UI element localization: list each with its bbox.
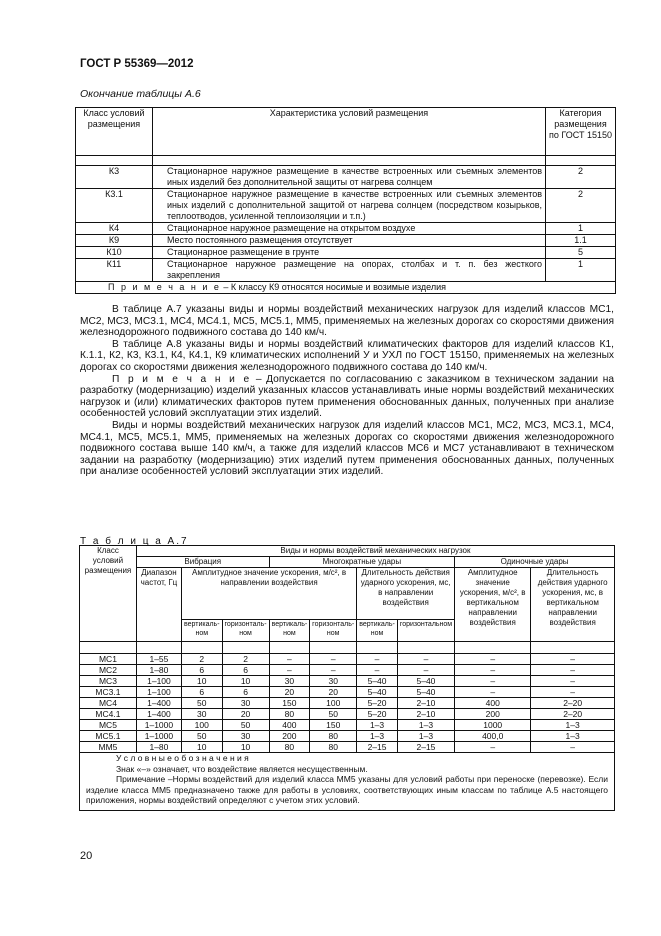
table-row: МС2 1–80 6 6 – – – – – – (80, 665, 615, 676)
page-number: 20 (80, 850, 93, 862)
table-row: ММ5 1–80 10 10 80 80 2–15 2–15 – – (80, 742, 615, 753)
legend-text: Знак «–» означает, что воздействие является несущественным. (116, 763, 368, 774)
paragraph: Виды и нормы воздействий механических нагрузок для изделий классов МС1, МС2, МС3, МС3.1, МС4, МС4.1, МС5, МС5.1, ММ5, применяемых на железных дорогах со скоростями движения железнодорожного подвижного состава выше 140 км/ч, а также для изделий классов МС6 и МС7 устанавливают в техническом задании на разработку (модернизацию) этих изделий путем применения обоснованных данных, полученных при анализе особенностей условий эксплуатации этих изделий. (80, 419, 614, 478)
t7-header-multi: Многократные удары (269, 557, 455, 568)
t7-header-vibration: Вибрация (136, 557, 269, 568)
table-row: МС3 1–100 10 10 30 30 5–40 5–40 – – (80, 676, 615, 687)
table-row: К11 Стационарное наружное размещение на опорах, столбах и т. п. без жесткого закрепления 1 (76, 259, 616, 282)
paragraph: В таблице А.8 указаны виды и нормы воздействий климатических факторов для изделий классов К1, К.1.1, К2, К3, К3.1, К4, К4.1, К9 климатических исполнений У и УХЛ по ГОСТ 15150, применяемых на железных дорогах со скоростями движения железнодорожного подвижного состава до 140 км/ч. (80, 338, 614, 373)
t7-header-freq: Диапазон частот, Гц (136, 568, 181, 642)
t7-header-single: Одиночные удары (455, 557, 615, 568)
t6-header-desc: Характеристика условий размещения (152, 108, 545, 156)
table-row: МС3.1 1–100 6 6 20 20 5–40 5–40 – – (80, 687, 615, 698)
t7-header-main: Виды и нормы воздействий механических нагрузок (136, 546, 614, 557)
table-a6-caption: Окончание таблицы А.6 (80, 88, 201, 100)
paragraph: П р и м е ч а н и е – Допускается по согласованию с заказчиком в техническом задании на разработку (модернизацию) изделий указанных классов устанавливать иные нормы воздействий механических нагрузок и (или) климатических факторов путем применения обоснованных данных, полученных при анализе особенностей условий эксплуатации этих изделий. (80, 373, 615, 420)
t6-header-class: Класс условий размещения (76, 108, 153, 156)
paragraph: В таблице А.7 указаны виды и нормы воздействий механических нагрузок для изделий классов МС1, МС2, МС3, МС3.1, МС4, МС4.1, МС5, МС5.1, ММ5, применяемых на железных дорогах со скоростями движения железнодорожного подвижного состава до 140 км/ч. (80, 304, 614, 339)
table-row: МС5.1 1–1000 50 30 200 80 1–3 1–3 400,0 1–3 (80, 731, 615, 742)
table-row: К3.1 Стационарное наружное размещение в качестве встроенных или съемных элементов иных изделий с дополнительной защитой от нагрева солнцем (посредством козырьков, теплоотводов, усиленной теплоизоляции и т.п.) 2 (76, 189, 616, 223)
table-row: МС4 1–400 50 30 150 100 5–20 2–10 400 2–20 (80, 698, 615, 709)
table-row: К3 Стационарное наружное размещение в качестве встроенных или съемных элементов иных изделий без дополнительной защиты от нагрева солнцем 2 (76, 166, 616, 189)
t6-header-cat: Категория размещения по ГОСТ 15150 (546, 108, 616, 156)
table-row: К10 Стационарное размещение в грунте 5 (76, 247, 616, 259)
table-a7-caption: Т а б л и ц а А.7 (80, 536, 189, 547)
table-a7-legend (80, 753, 615, 811)
document-header: ГОСТ Р 55369—2012 (80, 58, 194, 70)
t7-header-single-dur: Длительность действия ударного ускорения, мс, в вертикальном направлении воздействия (531, 568, 615, 642)
table-a7: Класс условий размещения Виды и нормы воздействий механических нагрузок Вибрация Многократные удары Одиночные удары Диапазон частот, Гц Амплитудное значение ускорения, м/с², в направлении воздействия Длительность действия ударного ускорения, мс, в направлении воздействия Амплитудное значение ускорения, м/с², в вертикальном направлении воздействия Длительность действия ударного ускорения, мс, в вертикальном направлении воздействия вертикаль-ном горизонталь-ном вертикаль-ном горизонталь-ном вертикаль-ном горизонтальном МС1 1–55 2 2 – – – – – – МС2 1–80 6 6 – – – – – – МС3 1–100 10 10 30 30 5–40 5–40 – – МС3.1 1–100 6 6 20 20 5–40 5–40 – – МС4 1–400 50 30 150 100 5–20 2–10 400 2–20 МС4.1 1–400 30 20 80 50 5–20 2–10 200 2–20 МС5 1–1000 100 50 400 150 1–3 1–3 1000 1–3 МС5.1 1–1000 50 30 200 80 1–3 1–3 400,0 1–3 ММ5 1–80 10 10 80 80 2–15 2–15 – – У с л о в н ы е о б о з н а ч е н и я Знак «–» означает, что воздействие является несущественным. Примечание –Нормы воздействий для изделий класса ММ5 указаны для условий работы при переноске (перевозке). Если изделие класса ММ5 предназначено также для работы в условиях, соответствующих иным классам по таблице А.5 настоящего приложения, нормы воздействий определяют с учетом этих условий. (79, 545, 615, 811)
table-row: К4 Стационарное наружное размещение на открытом воздухе 1 (76, 223, 616, 235)
t7-header-ampl: Амплитудное значение ускорения, м/с², в направлении воздействия (181, 568, 356, 620)
table-row: МС1 1–55 2 2 – – – – – – (80, 654, 615, 665)
table-a6-note: П р и м е ч а н и е – К классу К9 относятся носимые и возимые изделия (76, 282, 616, 294)
table-row: К9 Место постоянного размещения отсутствует 1.1 (76, 235, 616, 247)
legend-note: Примечание –Нормы воздействий для изделий класса ММ5 указаны для условий работы при переноске (перевозке). Если изделие класса ММ5 предназначено также для работы в условиях, соответствующих иным классам по таблице А.5 настоящего приложения, нормы воздействий определяют с учетом этих условий. (86, 774, 608, 805)
table-row: МС4.1 1–400 30 20 80 50 5–20 2–10 200 2–20 (80, 709, 615, 720)
table-a6 (75, 107, 616, 294)
t7-header-mdur: Длительность действия ударного ускорения, мс, в направлении воздействия (357, 568, 455, 620)
table-row: МС5 1–1000 100 50 400 150 1–3 1–3 1000 1–3 (80, 720, 615, 731)
legend-title: У с л о в н ы е о б о з н а ч е н и я (116, 753, 249, 763)
t7-header-class: Класс условий размещения (80, 546, 137, 642)
body-text (80, 304, 614, 478)
t7-header-single-ampl: Амплитудное значение ускорения, м/с², в вертикальном направлении воздействия (455, 568, 531, 642)
